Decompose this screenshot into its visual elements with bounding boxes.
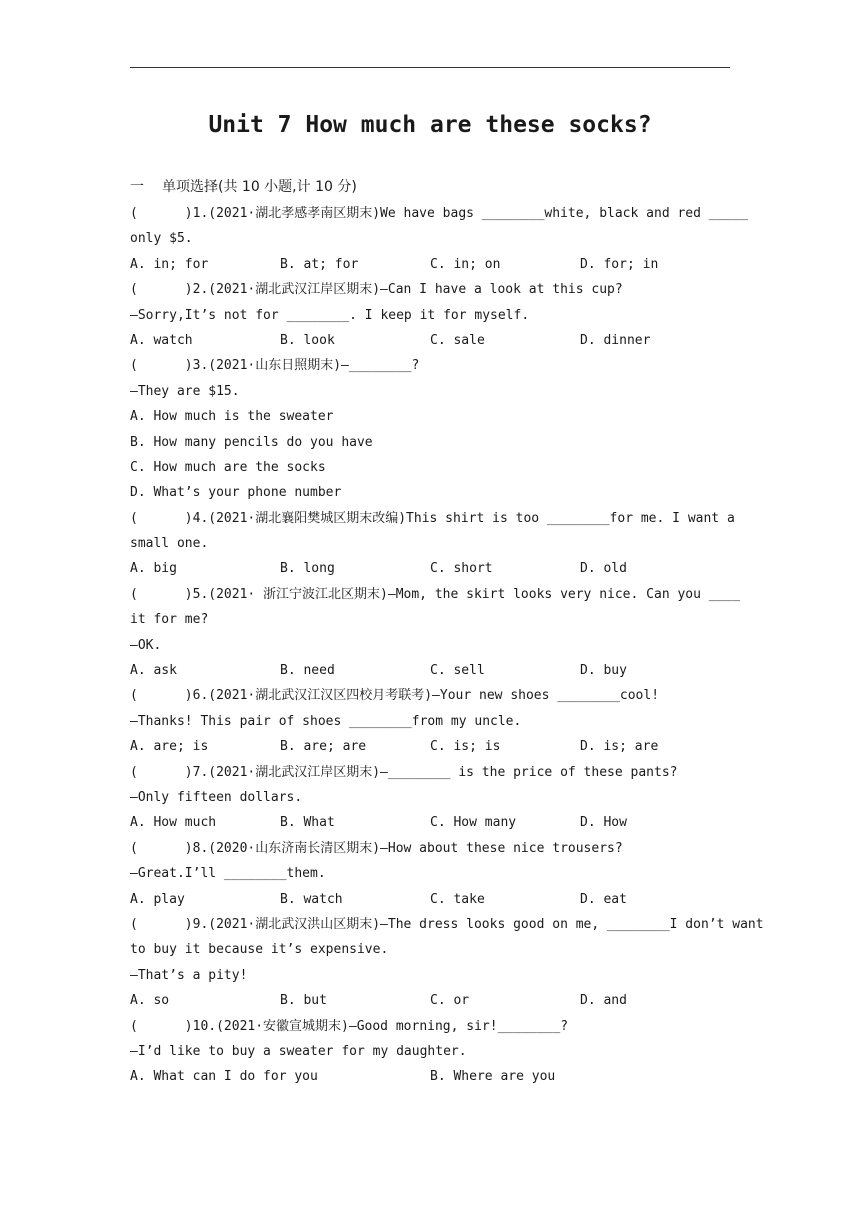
answer-options [130,658,730,683]
question-3 [130,353,730,505]
answer-option: D. What’s your phone number [130,485,342,501]
answer-option: D. and [580,993,627,1009]
answer-option: A. play [130,891,185,907]
question-5 [130,582,741,684]
question-text-line: ( )10.(2021·安徽宣城期末)—Good morning, sir!________? [130,1018,569,1034]
answer-options [130,734,730,759]
answer-option: C. sale [430,332,485,348]
question-text-line: it for me? [130,612,209,628]
answer-option: B. at; for [280,256,359,272]
answer-options [130,556,730,581]
question-6 [130,683,730,759]
question-text-line: —That’s a pity! [130,967,248,983]
answer-option: B. need [280,663,335,679]
question-4 [130,506,735,582]
answer-option: B. are; are [280,739,367,755]
answer-option: A. are; is [130,739,209,755]
question-text-line: small one. [130,536,209,552]
question-text-line: ( )1.(2021·湖北孝感孝南区期末)We have bags ________white, black and red _____ [130,206,748,221]
question-9 [130,912,764,1014]
question-text-line: ( )9.(2021·湖北武汉洪山区期末)—The dress looks good on me, ________I don’t want [130,916,764,932]
answer-option: D. eat [580,891,627,907]
answer-options [130,1064,730,1089]
question-2 [130,277,730,353]
answer-option: C. How many [430,815,517,831]
answer-option: B. look [280,332,335,348]
header-rule [130,67,730,68]
question-text-line: ( )4.(2021·湖北襄阳樊城区期末改编)This shirt is too ________for me. I want a [130,510,735,526]
answer-options [130,810,730,835]
question-text-line: ( )7.(2021·湖北武汉江岸区期末)—________ is the price of these pants? [130,764,678,780]
answer-option: D. old [580,561,627,577]
answer-option: C. or [430,993,470,1009]
answer-option: A. ask [130,663,177,679]
section-label: 单项选择(共 10 小题,计 10 分) [162,179,357,195]
question-text-line: ( )5.(2021· 浙江宁波江北区期末)—Mom, the skirt looks very nice. Can you ____ [130,586,741,602]
answer-option: C. in; on [430,256,501,272]
question-text-line: —They are $15. [130,383,240,399]
answer-option: C. take [430,891,485,907]
question-text-line: to buy it because it’s expensive. [130,942,389,958]
answer-option: D. How [580,815,627,831]
answer-options [130,887,730,912]
question-text-line: ( )8.(2020·山东济南长清区期末)—How about these nice trousers? [130,840,623,856]
answer-option: B. long [280,561,335,577]
question-text-line: ( )2.(2021·湖北武汉江岸区期末)—Can I have a look at this cup? [130,282,623,298]
question-text-line: —OK. [130,637,162,653]
question-7 [130,760,730,836]
question-text-line: —Great.I’ll ________them. [130,866,326,882]
answer-option: B. How many pencils do you have [130,434,373,450]
section-heading [130,176,357,196]
question-text-line: ( )6.(2021·湖北武汉江汉区四校月考联考)—Your new shoes ________cool! [130,688,660,704]
section-number: 一 [130,179,144,195]
answer-options [130,988,730,1013]
answer-option: C. sell [430,663,485,679]
question-text-line: —Only fifteen dollars. [130,789,303,805]
answer-option: C. is; is [430,739,501,755]
answer-options [130,328,730,353]
answer-option: B. watch [280,891,343,907]
answer-option: A. so [130,993,170,1009]
answer-option: A. in; for [130,256,209,272]
answer-option: B. What [280,815,335,831]
answer-option: B. Where are you [430,1069,556,1085]
answer-option: A. How much is the sweater [130,409,334,425]
answer-option: A. watch [130,332,193,348]
answer-option: B. but [280,993,327,1009]
question-text-line: —Sorry,It’s not for ________. I keep it for myself. [130,307,530,323]
answer-option: C. short [430,561,493,577]
question-text-line: —I’d like to buy a sweater for my daughter. [130,1043,467,1059]
question-text-line: ( )3.(2021·山东日照期末)—________? [130,358,420,374]
answer-option: D. dinner [580,332,651,348]
answer-option: D. buy [580,663,627,679]
question-text-line: only $5. [130,231,193,247]
answer-option: C. How much are the socks [130,459,326,475]
question-8 [130,836,730,912]
question-text-line: —Thanks! This pair of shoes ________from my uncle. [130,713,522,729]
question-10 [130,1014,730,1090]
question-list [130,201,764,1090]
answer-option: D. for; in [580,256,659,272]
answer-options [130,252,730,277]
answer-option: D. is; are [580,739,659,755]
answer-option: A. big [130,561,177,577]
question-1 [130,201,748,277]
answer-option: A. How much [130,815,217,831]
page-title: Unit 7 How much are these socks? [208,112,652,138]
answer-option: A. What can I do for you [130,1069,318,1085]
